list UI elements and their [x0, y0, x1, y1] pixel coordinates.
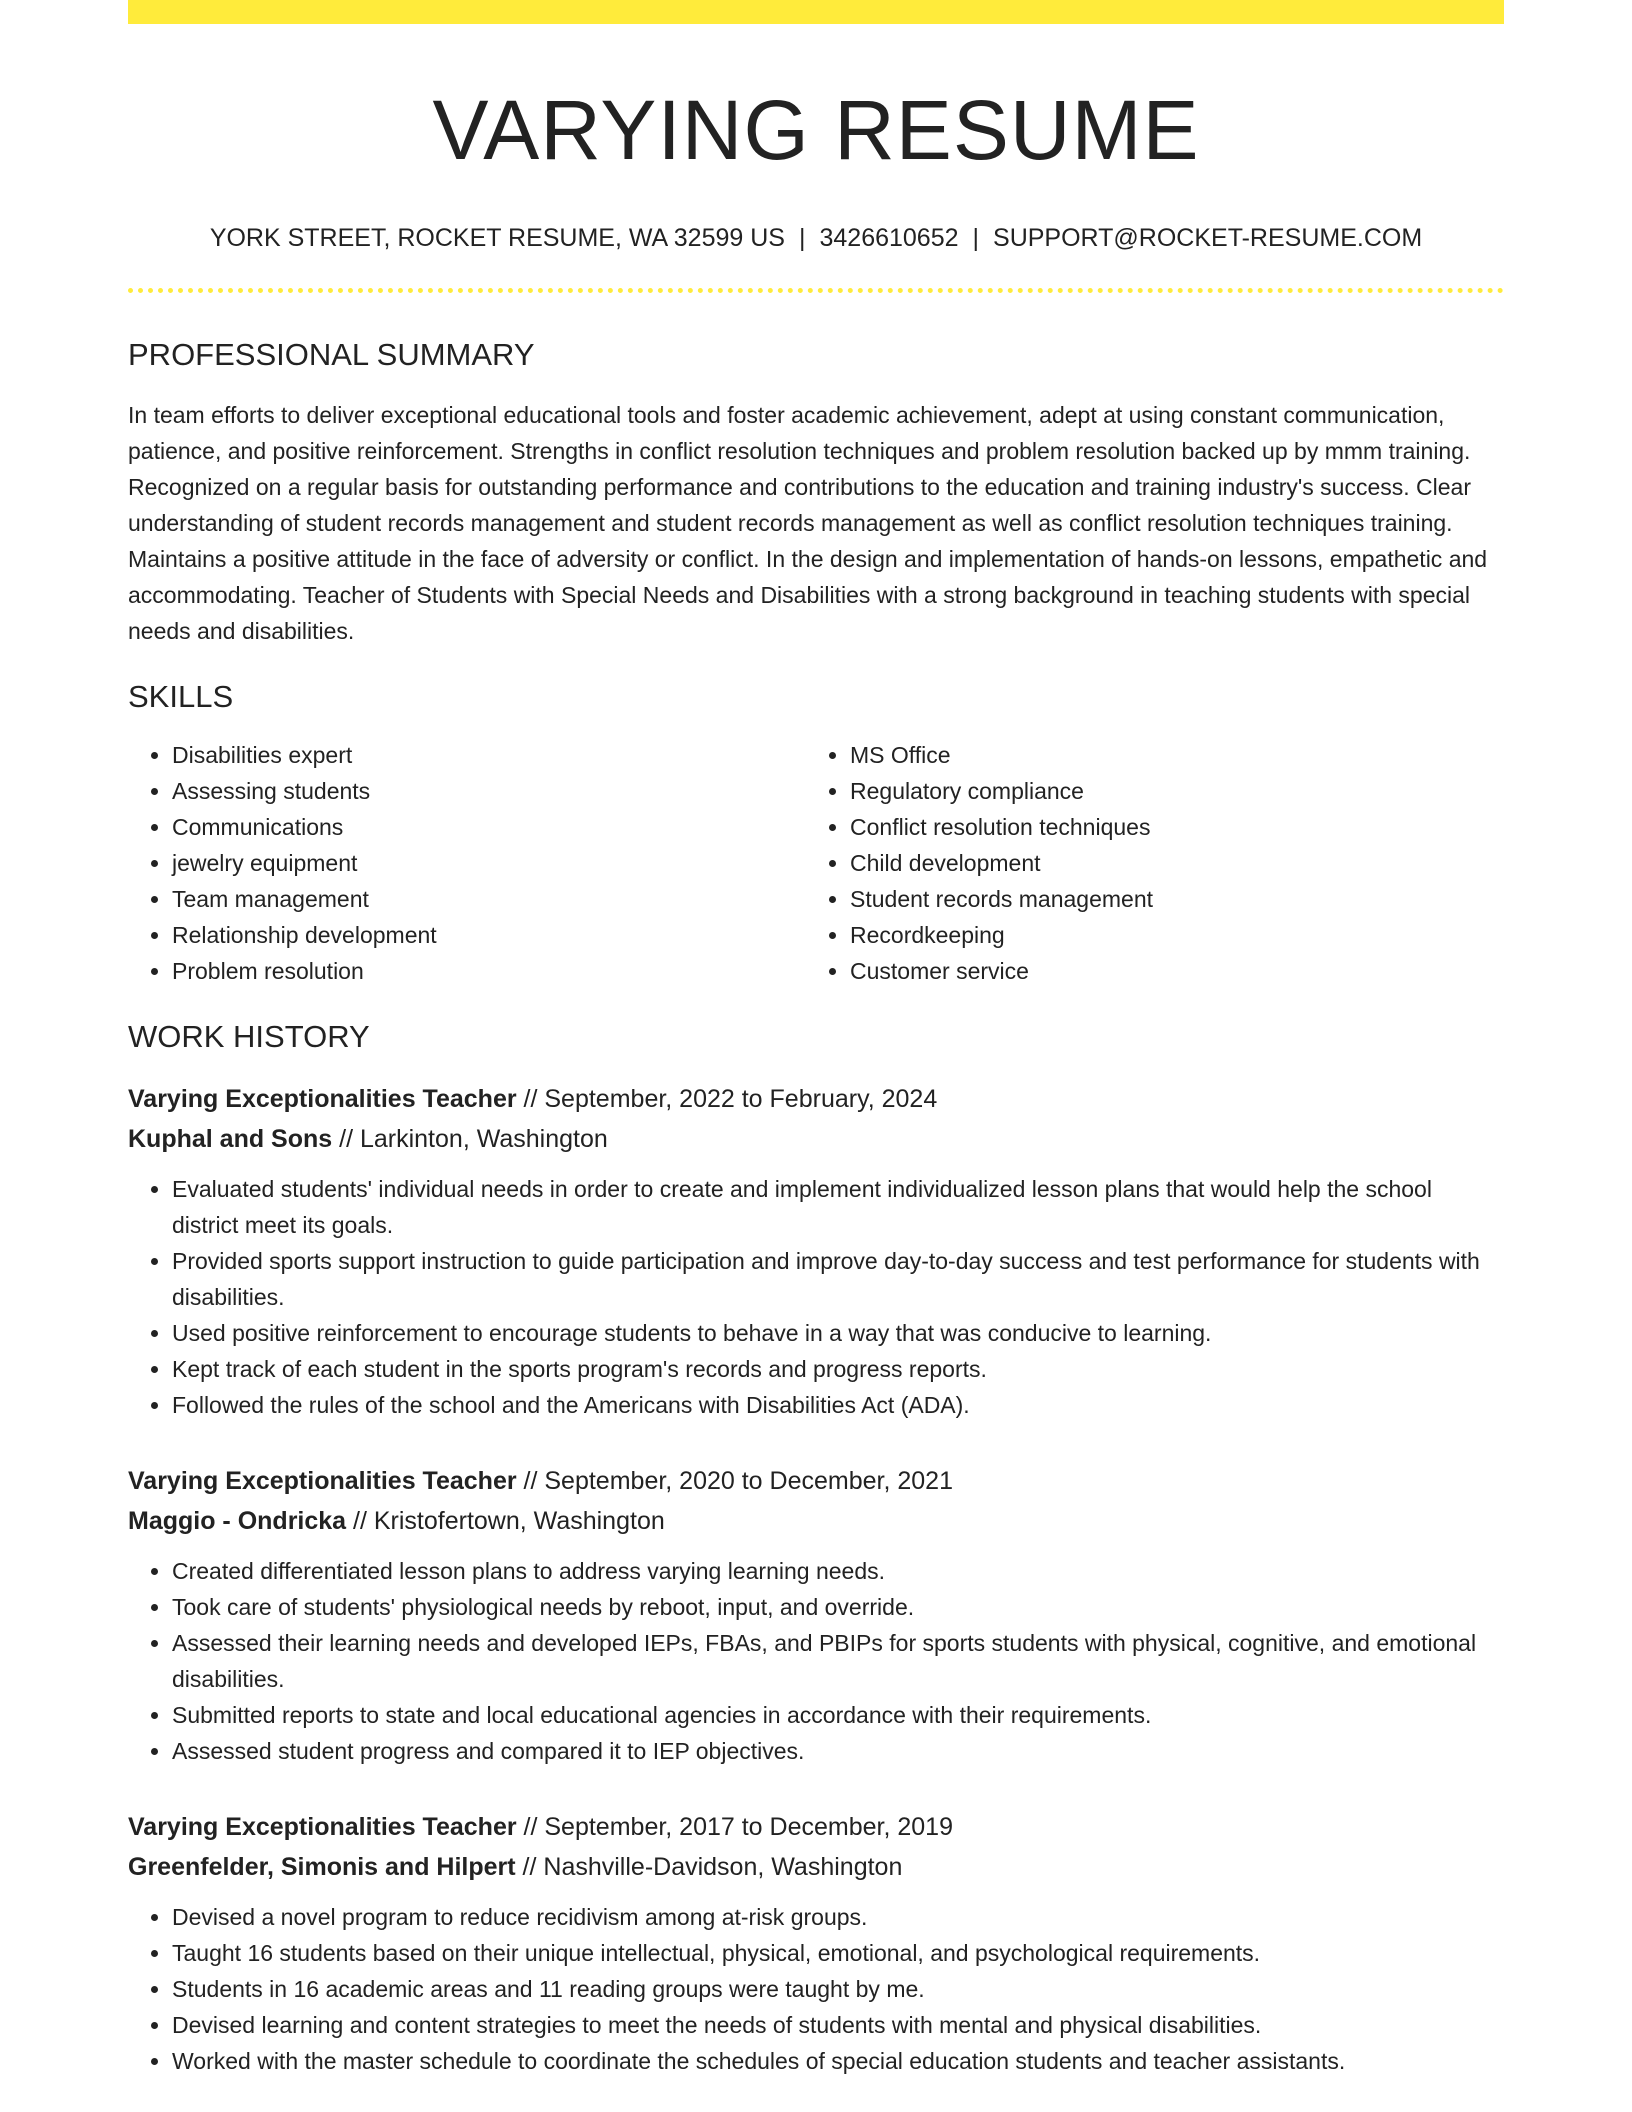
- job-dates: // September, 2022 to February, 2024: [516, 1085, 938, 1113]
- job-bullet: • Taught 16 students based on their unique intellectual, physical, emotional, and psychological requirements.: [172, 1935, 1504, 1971]
- resume-content: [128, 0, 1504, 2079]
- skills-column-right: [806, 737, 1484, 989]
- skill-item: • Team management: [172, 881, 806, 917]
- contact-address: YORK STREET, ROCKET RESUME, WA 32599 US: [209, 224, 785, 252]
- job-company: Greenfelder, Simonis and Hilpert: [128, 1853, 516, 1881]
- work-history-heading: WORK HISTORY: [128, 1019, 370, 1054]
- job-bullet: • Students in 16 academic areas and 11 reading groups were taught by me.: [172, 1971, 1504, 2007]
- job-company-line: [128, 1119, 1504, 1159]
- job-bullets: [128, 1553, 1504, 1769]
- job-bullet: • Kept track of each student in the sports program's records and progress reports.: [172, 1351, 1504, 1387]
- skill-item: • Relationship development: [172, 917, 806, 953]
- skill-item: • Problem resolution: [172, 953, 806, 989]
- job-company-line: [128, 1847, 1504, 1887]
- skill-item: • Regulatory compliance: [850, 773, 1484, 809]
- job-bullets: [128, 1171, 1504, 1423]
- skill-item: • Recordkeeping: [850, 917, 1484, 953]
- job-title-line: [128, 1079, 1504, 1119]
- job-dates: // September, 2020 to December, 2021: [516, 1467, 953, 1495]
- job-bullet: • Followed the rules of the school and the Americans with Disabilities Act (ADA).: [172, 1387, 1504, 1423]
- contact-email: SUPPORT@ROCKET-RESUME.COM: [993, 224, 1423, 252]
- job-company: Maggio - Ondricka: [128, 1507, 347, 1535]
- contact-line: [128, 222, 1504, 254]
- job-bullet: • Devised learning and content strategies to meet the needs of students with mental and physical disabilities.: [172, 2007, 1504, 2043]
- job-location: // Larkinton, Washington: [332, 1125, 608, 1153]
- skills-column-left: [128, 737, 806, 989]
- skills-list: [128, 737, 1504, 989]
- contact-separator: |: [798, 224, 806, 252]
- job-bullet: • Took care of students' physiological needs by reboot, input, and override.: [172, 1589, 1504, 1625]
- skill-item: • Assessing students: [172, 773, 806, 809]
- skill-item: • Customer service: [850, 953, 1484, 989]
- resume-name: VARYING RESUME: [432, 83, 1200, 177]
- skill-item: • Child development: [850, 845, 1484, 881]
- skills-heading: SKILLS: [128, 679, 234, 714]
- skill-item: • Communications: [172, 809, 806, 845]
- skill-item: • MS Office: [850, 737, 1484, 773]
- job-bullet: • Submitted reports to state and local educational agencies in accordance with their requirements.: [172, 1697, 1504, 1733]
- job-bullet: • Assessed student progress and compared it to IEP objectives.: [172, 1733, 1504, 1769]
- job-location: // Nashville-Davidson, Washington: [515, 1853, 903, 1881]
- skill-item: • jewelry equipment: [172, 845, 806, 881]
- job-title-line: [128, 1807, 1504, 1847]
- job-bullet: • Provided sports support instruction to guide participation and improve day-to-day success and test performance for students with disabilities.: [172, 1243, 1504, 1315]
- contact-separator: |: [972, 224, 980, 252]
- job-entry: [128, 1079, 1504, 1423]
- header-divider: [128, 288, 1504, 293]
- job-bullet: • Worked with the master schedule to coordinate the schedules of special education students and teacher assistants.: [172, 2043, 1504, 2079]
- job-title-line: [128, 1461, 1504, 1501]
- job-role: Varying Exceptionalities Teacher: [128, 1085, 517, 1113]
- job-bullet: • Evaluated students' individual needs in order to create and implement individualized lesson plans that would help the school district meet its goals.: [172, 1171, 1504, 1243]
- job-bullet: • Used positive reinforcement to encourage students to behave in a way that was conducive to learning.: [172, 1315, 1504, 1351]
- job-role: Varying Exceptionalities Teacher: [128, 1813, 517, 1841]
- summary-text: In team efforts to deliver exceptional educational tools and foster academic achievement, adept at using constant communication, patience, and positive reinforcement. Strengths in conflict resolution techniques and problem resolution backed up by mmm training. Recognized on a regular basis for outstanding performance and contributions to the education and training industry's success. Clear understanding of student records management and student records management as well as conflict resolution techniques training. Maintains a positive attitude in the face of adversity or conflict. In the design and implementation of hands-on lessons, empathetic and accommodating. Teacher of Students with Special Needs and Disabilities with a strong background in teaching students with special needs and disabilities.: [128, 402, 1488, 644]
- skill-item: • Disabilities expert: [172, 737, 806, 773]
- job-bullet: • Devised a novel program to reduce recidivism among at-risk groups.: [172, 1899, 1504, 1935]
- job-entry: [128, 1461, 1504, 1769]
- job-company: Kuphal and Sons: [128, 1125, 333, 1153]
- skill-item: • Conflict resolution techniques: [850, 809, 1484, 845]
- contact-phone: 3426610652: [819, 224, 959, 252]
- job-location: // Kristofertown, Washington: [346, 1507, 665, 1535]
- job-bullet: • Created differentiated lesson plans to address varying learning needs.: [172, 1553, 1504, 1589]
- job-company-line: [128, 1501, 1504, 1541]
- job-bullets: [128, 1899, 1504, 2079]
- job-bullet: • Assessed their learning needs and developed IEPs, FBAs, and PBIPs for sports students with physical, cognitive, and emotional disabilities.: [172, 1625, 1504, 1697]
- job-entry: [128, 1807, 1504, 2079]
- skill-item: • Student records management: [850, 881, 1484, 917]
- summary-heading: PROFESSIONAL SUMMARY: [128, 337, 535, 372]
- job-dates: // September, 2017 to December, 2019: [516, 1813, 953, 1841]
- job-role: Varying Exceptionalities Teacher: [128, 1467, 517, 1495]
